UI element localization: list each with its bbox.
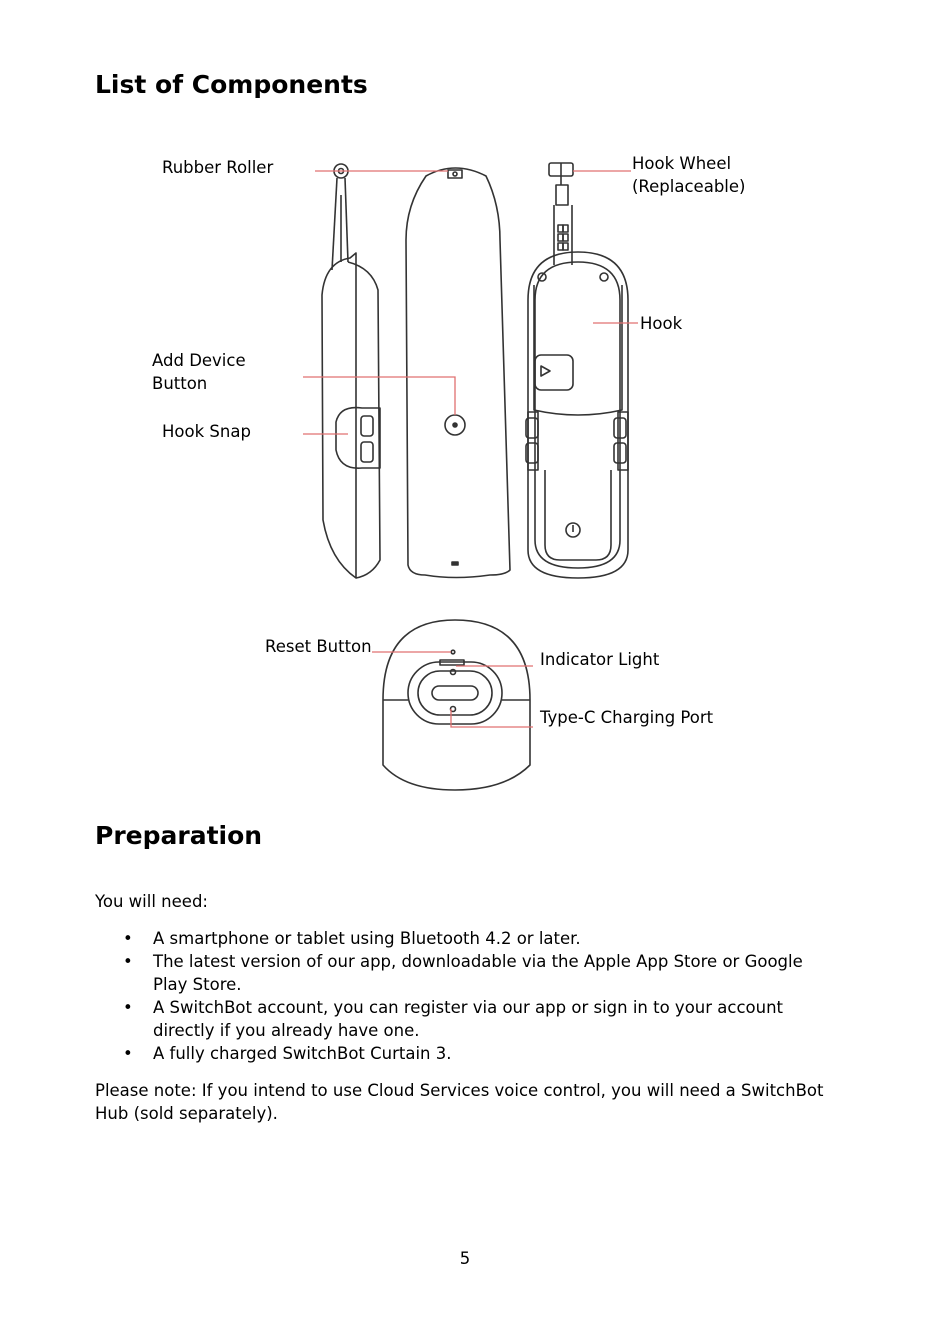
label-rubber-roller: Rubber Roller [162, 158, 274, 177]
bottom-view-device [383, 620, 530, 790]
label-hook-wheel: Hook Wheel [632, 154, 732, 173]
list-item [95, 1042, 840, 1065]
label-hook-snap: Hook Snap [162, 422, 251, 441]
list-item-text: A fully charged SwitchBot Curtain 3. [153, 1044, 452, 1063]
list-item [95, 950, 840, 996]
front-view-device [406, 168, 510, 578]
page-number: 5 [459, 1249, 471, 1268]
label-charging-port: Type-C Charging Port [540, 708, 714, 727]
needs-list [95, 927, 840, 1065]
note-paragraph: Please note: If you intend to use Cloud Services voice control, you will need a SwitchBot Hub (sold separately). [95, 1081, 824, 1123]
label-hook: Hook [640, 314, 683, 333]
bullet: • [123, 929, 133, 948]
list-item [95, 996, 840, 1042]
side-view-device [322, 164, 380, 578]
list-item [95, 927, 840, 950]
label-indicator-light: Indicator Light [540, 650, 660, 669]
label-add-device: Add Device [152, 351, 246, 370]
label-reset-button: Reset Button [265, 637, 372, 656]
label-hook-wheel-note: (Replaceable) [632, 177, 746, 196]
bullet: • [123, 952, 133, 971]
bullet: • [123, 1044, 133, 1063]
bullet: • [123, 998, 133, 1017]
components-heading: List of Components [95, 70, 368, 99]
list-item-text: A SwitchBot account, you can register via our app or sign in to your account directly if you already have one. [153, 998, 784, 1040]
back-view-device [526, 163, 628, 578]
list-item-text: A smartphone or tablet using Bluetooth 4.2 or later. [153, 929, 581, 948]
preparation-heading: Preparation [95, 821, 263, 850]
list-item-text: The latest version of our app, downloadable via the Apple App Store or Google Play Store. [153, 952, 803, 994]
label-add-device-button: Button [152, 374, 208, 393]
needs-intro: You will need: [95, 892, 208, 911]
